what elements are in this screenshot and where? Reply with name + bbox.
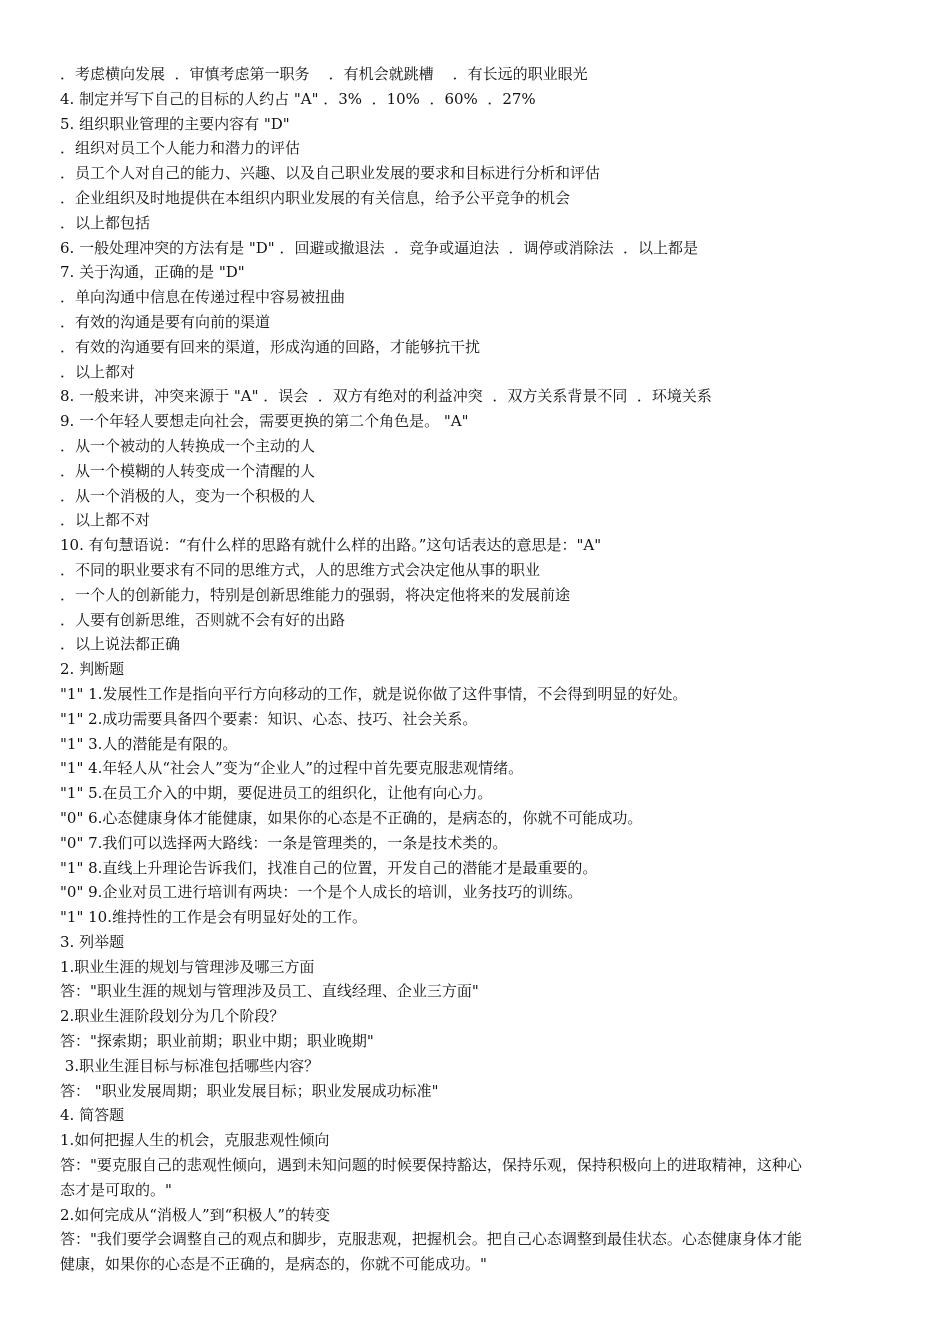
text-line: 6. 一般处理冲突的方法有是 "D" ．回避或撤退法 ．竞争或逼迫法 ．调停或消除法 ．以上都是 bbox=[60, 238, 699, 257]
text-line: 2.如何完成从“消极人”到“积极人”的转变 bbox=[60, 1205, 330, 1224]
text-line: 8. 一般来讲，冲突来源于 "A" ．误会 ．双方有绝对的利益冲突 ．双方关系背景不同 ．环境关系 bbox=[60, 387, 712, 406]
text-line: 9. 一个年轻人要想走向社会，需要更换的第二个角色是。 "A" bbox=[60, 412, 469, 431]
text-line: "0" 9.企业对员工进行培训有两块：一个是个人成长的培训，业务技巧的训练。 bbox=[60, 883, 583, 902]
text-line: 答： "职业发展周期；职业发展目标；职业发展成功标准" bbox=[60, 1081, 439, 1100]
text-line: 2. 判断题 bbox=[60, 660, 125, 679]
text-line: ．人要有创新思维，否则就不会有好的出路 bbox=[60, 610, 346, 629]
text-line: ．企业组织及时地提供在本组织内职业发展的有关信息，给予公平竞争的机会 bbox=[60, 188, 571, 207]
text-line: 4. 简答题 bbox=[60, 1106, 125, 1125]
text-line: ．从一个模糊的人转变成一个清醒的人 bbox=[60, 461, 316, 480]
text-line: "1" 4.年轻人从“社会人”变为“企业人”的过程中首先要克服悲观情绪。 bbox=[60, 759, 524, 778]
text-line: ．从一个被动的人转换成一个主动的人 bbox=[60, 436, 316, 455]
text-line: ．不同的职业要求有不同的思维方式，人的思维方式会决定他从事的职业 bbox=[60, 560, 541, 579]
text-line: 答："探索期；职业前期；职业中期；职业晚期" bbox=[60, 1032, 374, 1051]
text-line: "0" 6.心态健康身体才能健康，如果你的心态是不正确的，是病态的，你就不可能成功。 bbox=[60, 808, 643, 827]
text-line: 3.职业生涯目标与标准包括哪些内容？ bbox=[60, 1056, 320, 1075]
text-line: 7. 关于沟通，正确的是 "D" bbox=[60, 263, 245, 282]
text-line: ．以上都包括 bbox=[60, 213, 151, 232]
text-line: 答："我们要学会调整自己的观点和脚步，克服悲观，把握机会。把自己心态调整到最佳状态。心态健康身体才能 bbox=[60, 1230, 802, 1249]
text-line: ．员工个人对自己的能力、兴趣、以及自己职业发展的要求和目标进行分析和评估 bbox=[60, 164, 601, 183]
text-line: 态才是可取的。" bbox=[60, 1180, 172, 1199]
text-line: ．有效的沟通是要有向前的渠道 bbox=[60, 312, 271, 331]
text-line: 2.职业生涯阶段划分为几个阶段？ bbox=[60, 1007, 285, 1026]
text-line: "1" 2.成功需要具备四个要素：知识、心态、技巧、社会关系。 bbox=[60, 709, 478, 728]
text-line: 10. 有句慧语说：“有什么样的思路有就什么样的出路。”这句话表达的意思是："A" bbox=[60, 536, 602, 555]
text-line: ．一个人的创新能力，特别是创新思维能力的强弱，将决定他将来的发展前途 bbox=[60, 585, 571, 604]
text-line: 健康，如果你的心态是不正确的，是病态的，你就不可能成功。" bbox=[60, 1255, 487, 1274]
text-line: "0" 7.我们可以选择两大路线：一条是管理类的，一条是技术类的。 bbox=[60, 833, 508, 852]
text-line: ．从一个消极的人，变为一个积极的人 bbox=[60, 486, 316, 505]
text-line: "1" 1.发展性工作是指向平行方向移动的工作，就是说你做了这件事情，不会得到明显的好处。 bbox=[60, 684, 688, 703]
text-line: 4. 制定并写下自己的目标的人约占 "A" ．3% ．10% ．60% ．27% bbox=[60, 89, 536, 108]
text-line: "1" 3.人的潜能是有限的。 bbox=[60, 734, 238, 753]
text-line: 1.职业生涯的规划与管理涉及哪三方面 bbox=[60, 957, 315, 976]
text-line: "1" 5.在员工介入的中期，要促进员工的组织化，让他有向心力。 bbox=[60, 784, 493, 803]
text-line: ．以上说法都正确 bbox=[60, 635, 181, 654]
text-line: ．以上都不对 bbox=[60, 511, 151, 530]
document-body bbox=[60, 62, 900, 1277]
text-line: "1" 8.直线上升理论告诉我们，找准自己的位置，开发自己的潜能才是最重要的。 bbox=[60, 858, 598, 877]
text-line: 1.如何把握人生的机会，克服悲观性倾向 bbox=[60, 1131, 330, 1150]
text-line: ．单向沟通中信息在传递过程中容易被扭曲 bbox=[60, 288, 346, 307]
text-line: 答："要克服自己的悲观性倾向，遇到未知问题的时候要保持豁达，保持乐观，保持积极向上的进取精神，这种心 bbox=[60, 1156, 802, 1175]
text-line: ．考虑横向发展 ．审慎考虑第一职务 ．有机会就跳槽 ．有长远的职业眼光 bbox=[60, 65, 588, 83]
text-line: ．有效的沟通要有回来的渠道，形成沟通的回路，才能够抗干扰 bbox=[60, 337, 481, 356]
text-line: ．以上都对 bbox=[60, 362, 136, 381]
text-line: 3. 列举题 bbox=[60, 932, 125, 951]
text-line: ．组织对员工个人能力和潜力的评估 bbox=[60, 139, 301, 158]
text-line: 5. 组织职业管理的主要内容有 "D" bbox=[60, 114, 290, 133]
text-line: "1" 10.维持性的工作是会有明显好处的工作。 bbox=[60, 908, 367, 927]
text-line: 答："职业生涯的规划与管理涉及员工、直线经理、企业三方面" bbox=[60, 982, 479, 1001]
